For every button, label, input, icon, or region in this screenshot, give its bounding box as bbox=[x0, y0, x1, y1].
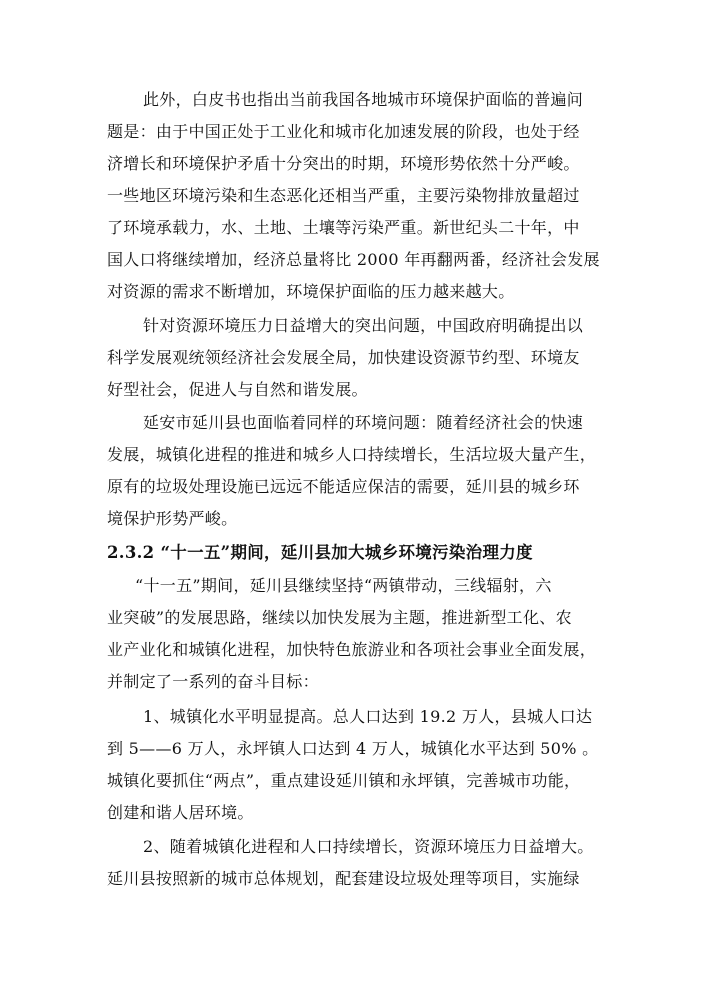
paragraph-line: 到 5——6 万人，永坪镇人口达到 4 万人，城镇化水平达到 50% 。 bbox=[107, 739, 599, 758]
paragraph-line: 城镇化要抓住“两点”，重点建设延川镇和永坪镇，完善城市功能， bbox=[107, 771, 581, 790]
paragraph-line: “十一五”期间，延川县继续坚持“两镇带动，三线辐射，六 bbox=[135, 576, 552, 595]
paragraph-line: 科学发展观统领经济社会发展全局，加快建设资源节约型、环境友 bbox=[107, 348, 580, 367]
paragraph-line: 1、城镇化水平明显提高。总人口达到 19.2 万人，县城人口达 bbox=[143, 707, 593, 726]
paragraph-line: 国人口将继续增加，经济总量将比 2000 年再翻两番，经济社会发展 bbox=[107, 250, 600, 269]
paragraph-line: 业产业化和城镇化进程，加快特色旅游业和各项社会事业全面发展， bbox=[107, 640, 597, 659]
paragraph-line: 创建和谐人居环境。 bbox=[107, 803, 254, 822]
paragraph-line: 延安市延川县也面临着同样的环境问题：随着经济社会的快速 bbox=[143, 413, 584, 432]
paragraph-line: 了环境承载力，水、土地、土壤等污染严重。新世纪头二十年，中 bbox=[107, 218, 580, 237]
paragraph-line: 针对资源环境压力日益增大的突出问题，中国政府明确提出以 bbox=[143, 316, 584, 335]
paragraph-line: 对资源的需求不断增加，环境保护面临的压力越来越大。 bbox=[107, 282, 515, 301]
section-heading: 2.3.2 “十一五”期间，延川县加大城乡环境污染治理力度 bbox=[107, 543, 533, 562]
paragraph-line: 2、随着城镇化进程和人口持续增长，资源环境压力日益增大。 bbox=[143, 837, 594, 856]
paragraph-line: 题是：由于中国正处于工业化和城市化加速发展的阶段，也处于经 bbox=[107, 122, 580, 141]
paragraph-line: 济增长和环境保护矛盾十分突出的时期，环境形势依然十分严峻。 bbox=[107, 154, 580, 173]
paragraph-line: 发展，城镇化进程的推进和城乡人口持续增长，生活垃圾大量产生， bbox=[107, 445, 597, 464]
paragraph-line: 业突破”的发展思路，继续以加快发展为主题，推进新型工化、农 bbox=[107, 608, 572, 627]
paragraph-line: 延川县按照新的城市总体规划，配套建设垃圾处理等项目，实施绿 bbox=[107, 869, 580, 888]
paragraph-line: 一些地区环境污染和生态恶化还相当严重，主要污染物排放量超过 bbox=[107, 186, 580, 205]
paragraph-line: 此外，白皮书也指出当前我国各地城市环境保护面临的普遍问 bbox=[143, 90, 584, 109]
paragraph-line: 原有的垃圾处理设施已远远不能适应保洁的需要，延川县的城乡环 bbox=[107, 477, 580, 496]
paragraph-line: 好型社会，促进人与自然和谐发展。 bbox=[107, 380, 368, 399]
paragraph-line: 境保护形势严峻。 bbox=[107, 509, 238, 528]
paragraph-line: 并制定了一系列的奋斗目标： bbox=[107, 672, 319, 691]
